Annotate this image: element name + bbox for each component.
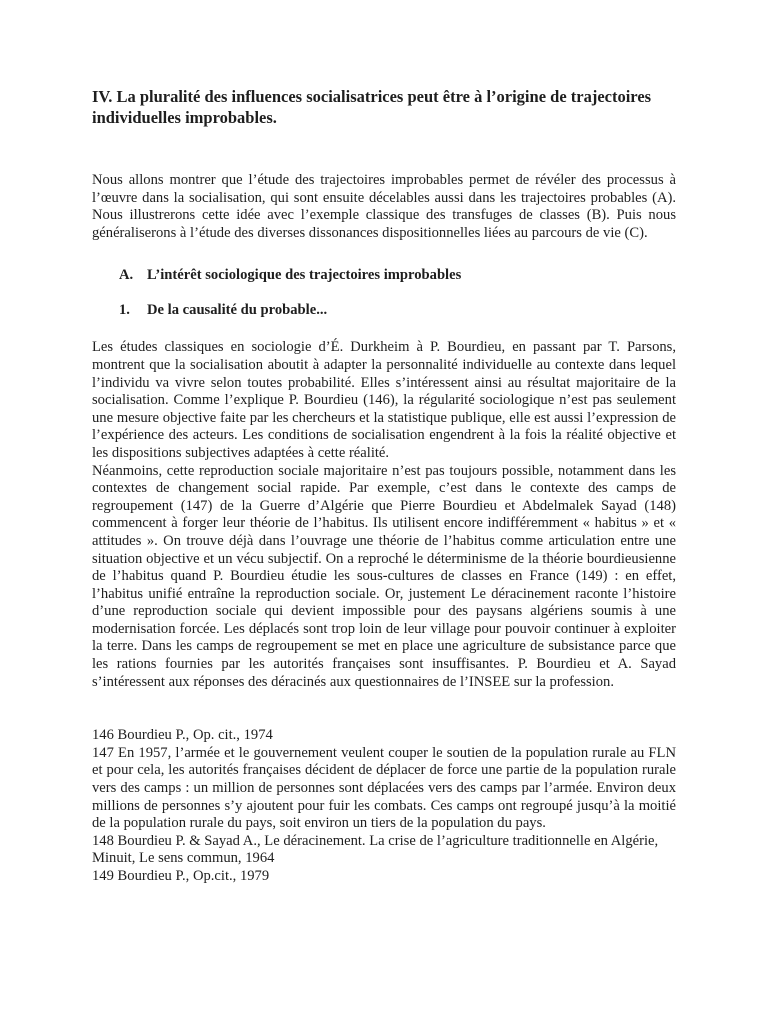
subsection-1-heading	[119, 301, 676, 319]
footnote-146: 146 Bourdieu P., Op. cit., 1974	[92, 727, 273, 744]
footnote-148: 148 Bourdieu P. & Sayad A., Le déracinement. La crise de l’agriculture traditionnelle en Algérie,	[92, 832, 659, 849]
intro-paragraph: Nous allons montrer que l’étude des trajectoires improbables permet de révéler des processus à l’œuvre dans la socialisation, qui sont ensuite décelables aussi dans les trajectoires probables (A). Nous illustrerons cette idée avec l’exemple classique des transfuges de classes (B). Puis nous généraliserons à l’étude des diverses dissonances dispositionnelles liées au parcours de vie (C).	[92, 172, 676, 241]
subsection-1-number: 1.	[119, 302, 130, 319]
footnote-148-continued: Minuit, Le sens commun, 1964	[92, 850, 275, 867]
subsection-1-title: De la causalité du probable...	[147, 302, 328, 319]
footnote-149: 149 Bourdieu P., Op.cit., 1979	[92, 868, 270, 884]
footnotes	[92, 727, 676, 885]
subsection-a-number: A.	[119, 267, 134, 284]
subsection-a-title: L’intérêt sociologique des trajectoires improbables	[147, 267, 462, 284]
body-paragraph-1: Les études classiques en sociologie d’É. Durkheim à P. Bourdieu, en passant par T. Parsons, montrent que la socialisation aboutit à adapter la personnalité individuelle au contexte dans lequel l’individu va vivre selon toutes probabilité. Elles s’intéressent ainsi au résultat majoritaire de la socialisation. Comme l’explique P. Bourdieu (146), la régularité sociologique n’est pas seulement une mesure objective faite par les chercheurs et la statistique publique, elle est aussi l’expression de l’expérience des acteurs. Les conditions de socialisation engendrent à la fois la réalité objective et les dispositions subjectives adaptées à cette réalité.	[92, 339, 676, 461]
section-title: IV. La pluralité des influences socialisatrices peut être à l’origine de trajectoires individuelles improbables.	[92, 87, 652, 127]
body-paragraph-2: Néanmoins, cette reproduction sociale majoritaire n’est pas toujours possible, notamment dans les contextes de changement social rapide. Par exemple, c’est dans le contexte des camps de regroupement (147) de la Guerre d’Algérie que Pierre Bourdieu et Abdelmalek Sayad (148) commencent à forger leur théorie de l’habitus. Ils utilisent encore indifféremment « habitus » et « attitudes ». On trouve déjà dans l’ouvrage une théorie de l’habitus comme articulation entre une situation objective et un vécu subjectif. On a reproché le déterminisme de la théorie bourdieusienne de l’habitus quand P. Bourdieu étudie les sous-cultures de classes en France (149) : en effet, l’habitus unifié entraîne la reproduction sociale. Or, justement Le déracinement raconte l’histoire d’une reproduction sociale qui devient impossible pour des paysans algériens soumis à une modernisation forcée. Les déplacés sont trop loin de leur village pour pouvoir continuer à exploiter la terre. Dans les camps de regroupement se met en place une agriculture de subsistance parce que les rations fournies par les autorités françaises sont insuffisantes. P. Bourdieu et A. Sayad s’intéressent aux réponses des déracinés aux questionnaires de l’INSEE sur la profession.	[92, 462, 676, 690]
footnote-147: 147 En 1957, l’armée et le gouvernement veulent couper le soutien de la population rurale au FLN et pour cela, les autorités françaises décident de déplacer de force une partie de la population rurale vers des camps : un million de personnes sont déplacées vers des camps par l’armée. Environ deux millions de personnes s’y ajoutent pour fuir les combats. Ces camps ont regroupé jusqu’à la moitié de la population rurale du pays, soit environ un tiers de la population du pays.	[92, 744, 676, 832]
subsection-a-heading	[119, 266, 676, 284]
